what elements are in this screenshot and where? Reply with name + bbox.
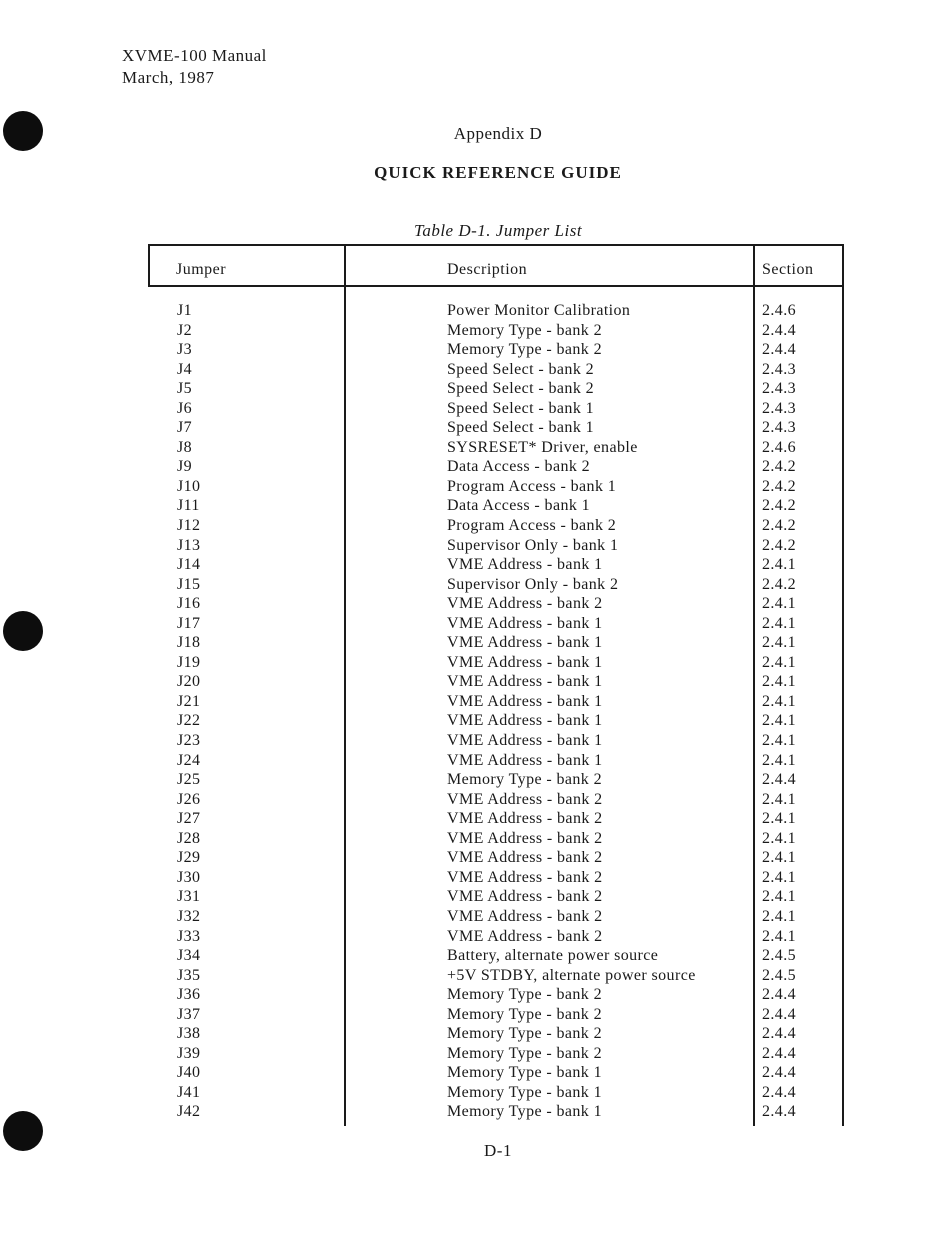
description-cell: VME Address - bank 2 <box>447 790 603 808</box>
table-row <box>148 966 844 986</box>
table-row <box>148 1063 844 1083</box>
description-cell: Memory Type - bank 2 <box>447 1005 602 1023</box>
section-cell: 2.4.3 <box>762 419 796 437</box>
table-top-rule <box>148 244 844 246</box>
table-row <box>148 1024 844 1044</box>
table-row <box>148 516 844 536</box>
table-row <box>148 614 844 634</box>
description-cell: VME Address - bank 2 <box>447 595 603 613</box>
description-cell: VME Address - bank 2 <box>447 868 603 886</box>
jumper-cell: J38 <box>177 1025 201 1043</box>
section-cell: 2.4.4 <box>762 1083 796 1101</box>
jumper-cell: J12 <box>177 517 201 535</box>
description-cell: VME Address - bank 2 <box>447 927 603 945</box>
jumper-cell: J34 <box>177 947 201 965</box>
jumper-cell: J6 <box>177 399 193 417</box>
section-cell: 2.4.1 <box>762 849 796 867</box>
jumper-table <box>148 244 844 1126</box>
table-caption: Table D-1. Jumper List <box>413 221 583 240</box>
table-left-border <box>148 244 150 286</box>
description-cell: Memory Type - bank 2 <box>447 986 602 1004</box>
jumper-cell: J31 <box>177 888 201 906</box>
jumper-cell: J41 <box>177 1083 201 1101</box>
table-row <box>148 536 844 556</box>
jumper-cell: J13 <box>177 536 201 554</box>
jumper-cell: J40 <box>177 1064 201 1082</box>
column-header-jumper: Jumper <box>176 261 227 278</box>
description-cell: VME Address - bank 1 <box>447 732 603 750</box>
table-row <box>148 907 844 927</box>
description-cell: VME Address - bank 2 <box>447 829 603 847</box>
description-cell: VME Address - bank 1 <box>447 673 603 691</box>
jumper-cell: J35 <box>177 966 201 984</box>
section-cell: 2.4.1 <box>762 595 796 613</box>
jumper-cell: J33 <box>177 927 201 945</box>
section-cell: 2.4.1 <box>762 712 796 730</box>
table-row <box>148 418 844 438</box>
jumper-cell: J28 <box>177 829 201 847</box>
jumper-cell: J15 <box>177 575 201 593</box>
jumper-cell: J4 <box>177 360 193 378</box>
table-row <box>148 1005 844 1025</box>
table-row <box>148 555 844 575</box>
jumper-cell: J8 <box>177 438 193 456</box>
jumper-cell: J42 <box>177 1103 201 1121</box>
jumper-cell: J16 <box>177 595 201 613</box>
description-cell: Memory Type - bank 2 <box>447 1025 602 1043</box>
section-cell: 2.4.6 <box>762 302 796 319</box>
description-cell: Supervisor Only - bank 2 <box>447 575 619 593</box>
section-cell: 2.4.2 <box>762 575 796 593</box>
section-cell: 2.4.4 <box>762 1005 796 1023</box>
table-row <box>148 379 844 399</box>
section-cell: 2.4.1 <box>762 614 796 632</box>
jumper-cell: J3 <box>177 341 193 359</box>
description-cell: VME Address - bank 1 <box>447 751 603 769</box>
table-row <box>148 575 844 595</box>
jumper-cell: J7 <box>177 419 193 437</box>
description-cell: Supervisor Only - bank 1 <box>447 536 619 554</box>
table-row <box>148 496 844 516</box>
description-cell: Memory Type - bank 1 <box>447 1083 602 1101</box>
description-cell: Memory Type - bank 2 <box>447 321 602 339</box>
section-cell: 2.4.4 <box>762 341 796 359</box>
jumper-cell: J22 <box>177 712 201 730</box>
section-cell: 2.4.2 <box>762 517 796 535</box>
section-cell: 2.4.1 <box>762 556 796 574</box>
description-cell: Speed Select - bank 1 <box>447 419 595 437</box>
section-cell: 2.4.3 <box>762 380 796 398</box>
table-row <box>148 457 844 477</box>
jumper-cell: J26 <box>177 790 201 808</box>
table-body <box>148 301 844 1122</box>
description-cell: VME Address - bank 1 <box>447 692 603 710</box>
page-title: QUICK REFERENCE GUIDE <box>374 163 622 182</box>
jumper-cell: J11 <box>177 497 200 515</box>
table-row <box>148 399 844 419</box>
jumper-cell: J30 <box>177 868 201 886</box>
table-row <box>148 438 844 458</box>
manual-date: March, 1987 <box>122 68 215 87</box>
section-cell: 2.4.4 <box>762 1103 796 1121</box>
table-row <box>148 301 844 321</box>
description-cell: VME Address - bank 2 <box>447 907 603 925</box>
page-number: D-1 <box>484 1141 512 1160</box>
jumper-cell: J9 <box>177 458 193 476</box>
table-row <box>148 633 844 653</box>
jumper-cell: J5 <box>177 380 193 398</box>
description-cell: VME Address - bank 2 <box>447 849 603 867</box>
description-cell: Speed Select - bank 1 <box>447 399 595 417</box>
section-cell: 2.4.4 <box>762 771 796 789</box>
section-cell: 2.4.5 <box>762 947 796 965</box>
description-cell: VME Address - bank 1 <box>447 712 603 730</box>
section-cell: 2.4.1 <box>762 692 796 710</box>
jumper-cell: J23 <box>177 732 201 750</box>
table-row <box>148 770 844 790</box>
section-cell: 2.4.4 <box>762 1025 796 1043</box>
description-cell: SYSRESET* Driver, enable <box>447 438 638 456</box>
section-cell: 2.4.4 <box>762 1064 796 1082</box>
description-cell: Program Access - bank 2 <box>447 517 617 535</box>
jumper-cell: J29 <box>177 849 201 867</box>
description-cell: Memory Type - bank 2 <box>447 1044 602 1062</box>
table-row <box>148 946 844 966</box>
jumper-cell: J39 <box>177 1044 201 1062</box>
jumper-cell: J27 <box>177 810 201 828</box>
table-row <box>148 692 844 712</box>
table-row <box>148 848 844 868</box>
description-cell: VME Address - bank 1 <box>447 634 603 652</box>
table-row <box>148 653 844 673</box>
description-cell: Speed Select - bank 2 <box>447 360 595 378</box>
description-cell: Power Monitor Calibration <box>447 302 631 319</box>
jumper-cell: J17 <box>177 614 201 632</box>
table-row <box>148 790 844 810</box>
description-cell: Memory Type - bank 2 <box>447 341 602 359</box>
section-cell: 2.4.2 <box>762 497 796 515</box>
column-header-section: Section <box>762 261 814 278</box>
jumper-cell: J37 <box>177 1005 201 1023</box>
table-row <box>148 321 844 341</box>
section-cell: 2.4.1 <box>762 653 796 671</box>
table-row <box>148 672 844 692</box>
description-cell: VME Address - bank 1 <box>447 614 603 632</box>
jumper-cell: J24 <box>177 751 201 769</box>
table-row <box>148 360 844 380</box>
jumper-cell: J18 <box>177 634 201 652</box>
table-row <box>148 829 844 849</box>
section-cell: 2.4.1 <box>762 927 796 945</box>
jumper-cell: J1 <box>177 302 193 319</box>
appendix-heading: Appendix D <box>453 124 543 143</box>
table-row <box>148 477 844 497</box>
section-cell: 2.4.1 <box>762 810 796 828</box>
section-cell: 2.4.4 <box>762 986 796 1004</box>
jumper-cell: J19 <box>177 653 201 671</box>
table-row <box>148 594 844 614</box>
table-row <box>148 1044 844 1064</box>
section-cell: 2.4.4 <box>762 1044 796 1062</box>
section-cell: 2.4.1 <box>762 751 796 769</box>
jumper-cell: J32 <box>177 907 201 925</box>
table-row <box>148 985 844 1005</box>
section-cell: 2.4.1 <box>762 732 796 750</box>
section-cell: 2.4.1 <box>762 868 796 886</box>
table-row <box>148 340 844 360</box>
jumper-cell: J2 <box>177 321 193 339</box>
section-cell: 2.4.6 <box>762 438 796 456</box>
description-cell: +5V STDBY, alternate power source <box>447 966 696 984</box>
section-cell: 2.4.1 <box>762 829 796 847</box>
description-cell: Memory Type - bank 2 <box>447 771 602 789</box>
description-cell: Memory Type - bank 1 <box>447 1064 602 1082</box>
section-cell: 2.4.1 <box>762 888 796 906</box>
section-cell: 2.4.2 <box>762 536 796 554</box>
description-cell: Data Access - bank 1 <box>447 497 591 515</box>
table-row <box>148 711 844 731</box>
description-cell: Program Access - bank 1 <box>447 477 617 495</box>
section-cell: 2.4.2 <box>762 477 796 495</box>
table-row <box>148 1102 844 1122</box>
binder-hole <box>3 611 43 651</box>
description-cell: VME Address - bank 2 <box>447 810 603 828</box>
section-cell: 2.4.1 <box>762 790 796 808</box>
jumper-cell: J21 <box>177 692 201 710</box>
description-cell: Speed Select - bank 2 <box>447 380 595 398</box>
jumper-cell: J25 <box>177 771 201 789</box>
table-row <box>148 927 844 947</box>
table-row <box>148 1083 844 1103</box>
description-cell: Data Access - bank 2 <box>447 458 591 476</box>
table-row <box>148 887 844 907</box>
jumper-cell: J14 <box>177 556 201 574</box>
table-row <box>148 751 844 771</box>
jumper-cell: J36 <box>177 986 201 1004</box>
section-cell: 2.4.1 <box>762 907 796 925</box>
jumper-cell: J20 <box>177 673 201 691</box>
description-cell: VME Address - bank 1 <box>447 653 603 671</box>
description-cell: VME Address - bank 2 <box>447 888 603 906</box>
section-cell: 2.4.2 <box>762 458 796 476</box>
table-row <box>148 868 844 888</box>
section-cell: 2.4.3 <box>762 399 796 417</box>
table-row <box>148 809 844 829</box>
section-cell: 2.4.4 <box>762 321 796 339</box>
section-cell: 2.4.3 <box>762 360 796 378</box>
description-cell: Battery, alternate power source <box>447 947 659 965</box>
section-cell: 2.4.1 <box>762 634 796 652</box>
table-row <box>148 731 844 751</box>
jumper-cell: J10 <box>177 477 201 495</box>
section-cell: 2.4.1 <box>762 673 796 691</box>
section-cell: 2.4.5 <box>762 966 796 984</box>
column-header-description: Description <box>447 261 528 278</box>
table-header-rule <box>148 285 844 287</box>
manual-title: XVME-100 Manual <box>122 46 267 65</box>
description-cell: VME Address - bank 1 <box>447 556 603 574</box>
description-cell: Memory Type - bank 1 <box>447 1103 602 1121</box>
